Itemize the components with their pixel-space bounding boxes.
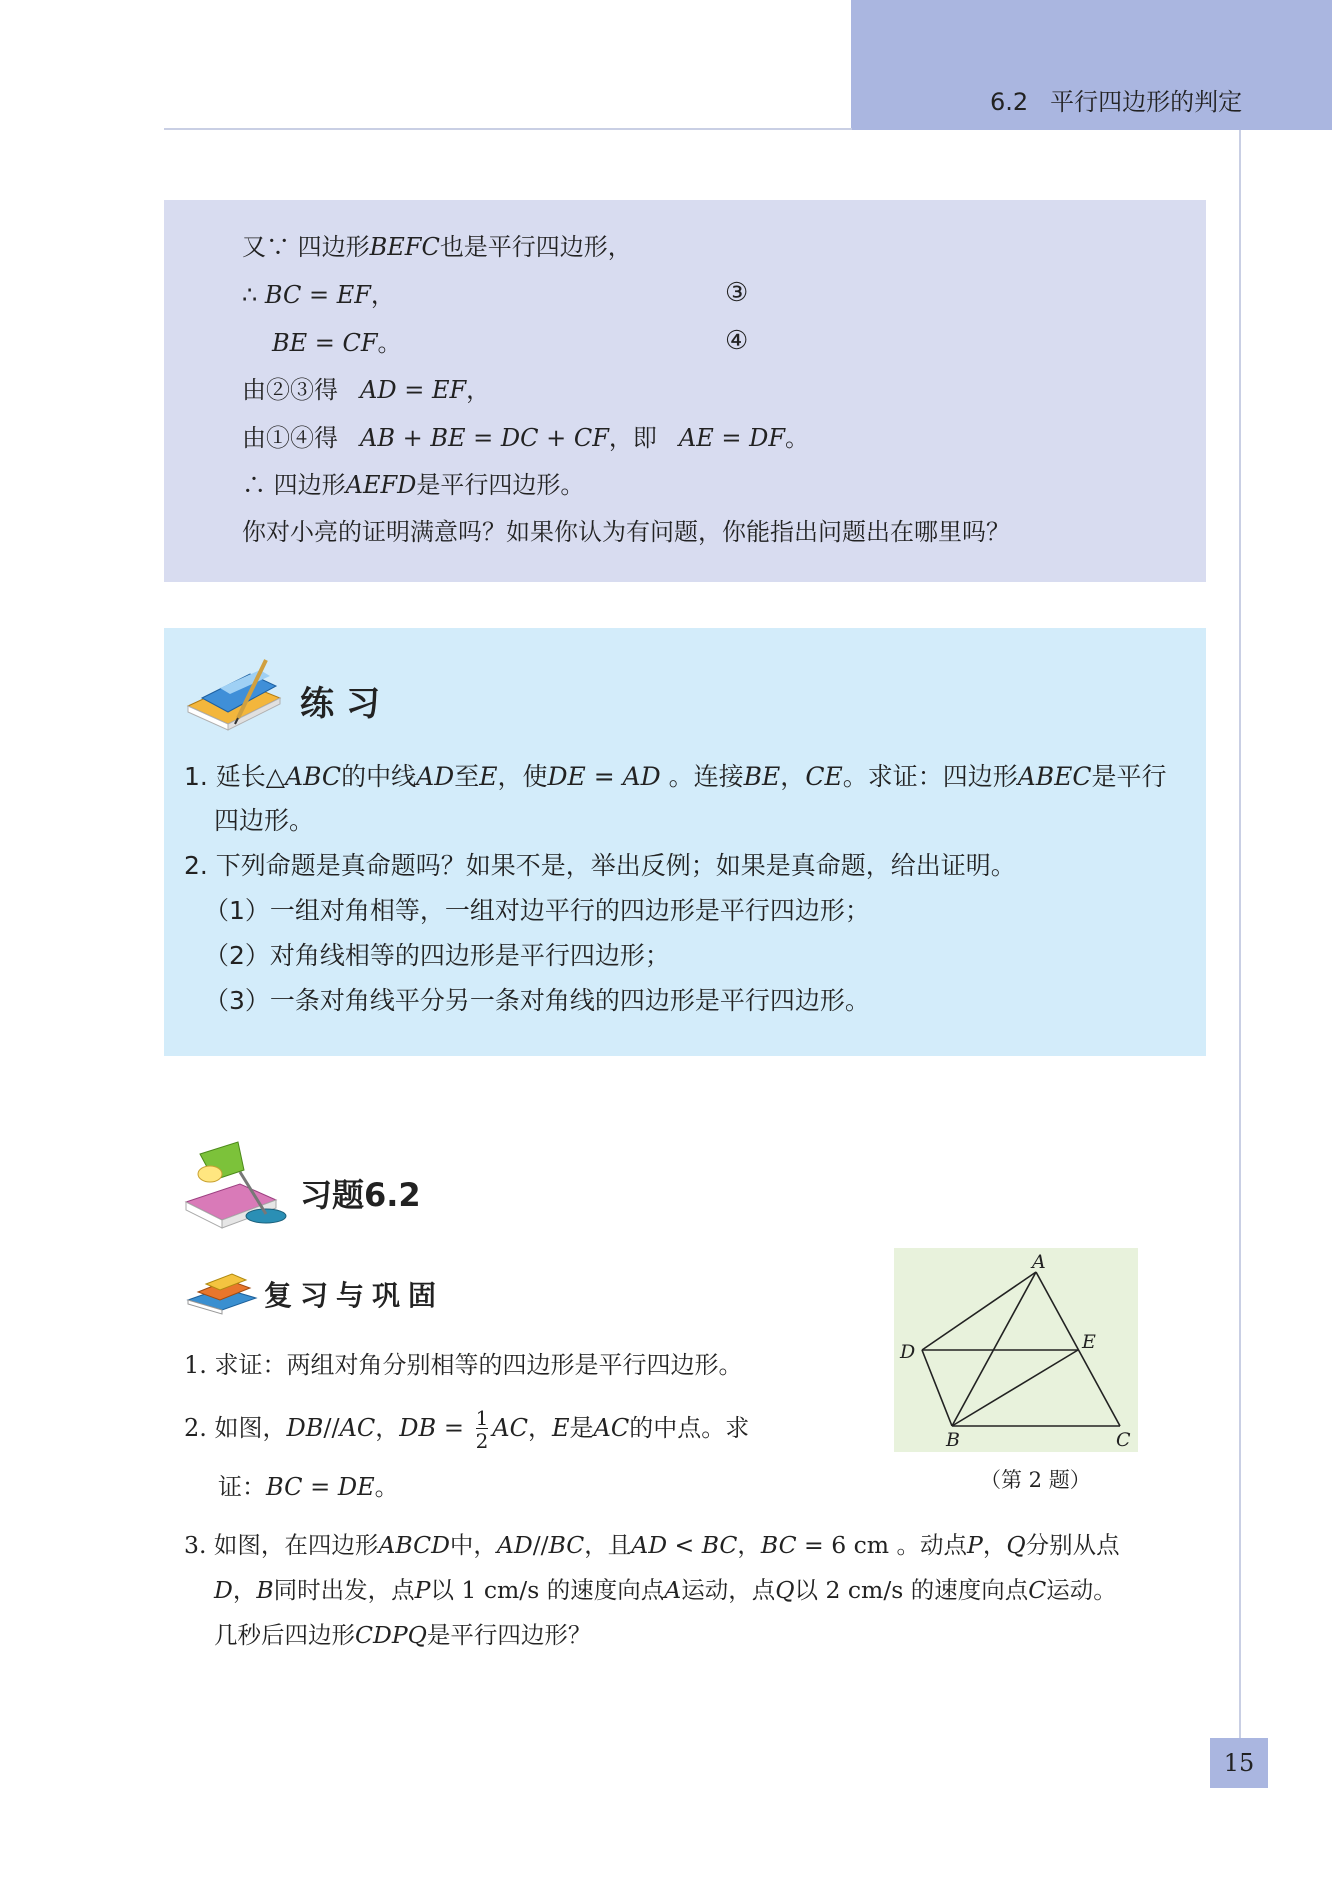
section-number: 6.2 [990,88,1029,116]
proof-line-4: 由②③得 AD = EF， [242,376,491,404]
section-title: 平行四边形的判定 [1050,88,1243,116]
label-A: A [1032,1251,1046,1273]
section-header [990,82,1242,117]
segment-DB [922,1350,952,1426]
segment-AD [922,1272,1036,1350]
label-B: B [946,1429,960,1451]
practice-q2: 2. 下列命题是真命题吗？如果不是，举出反例；如果是真命题，给出证明。 [184,851,1016,880]
segment-BE [952,1350,1078,1426]
label-D: D [900,1341,916,1363]
exercise-1: 1. 求证：两组对角分别相等的四边形是平行四边形。 [184,1351,743,1379]
books-icon [184,1270,260,1316]
figure-2-diagram [894,1248,1138,1452]
header-rule [164,128,852,130]
proof-line-1: 又∵ 四边形BEFC也是平行四边形， [242,233,632,261]
practice-q2-2: （2）对角线相等的四边形是平行四边形； [204,941,670,970]
exercise-3-line-3: 几秒后四边形CDPQ是平行四边形？ [214,1621,592,1649]
label-C: C [1116,1429,1131,1451]
practice-title: 练习 [300,684,392,724]
proof-question: 你对小亮的证明满意吗？如果你认为有问题，你能指出问题出在哪里吗？ [242,518,1010,546]
proof-line-6: ∴ 四边形AEFD是平行四边形。 [242,471,585,499]
label-E: E [1082,1331,1096,1353]
proof-line-3: BE = CF。 [272,329,402,357]
equation-mark-3: ③ [725,278,749,308]
side-rule [1239,130,1241,1738]
equation-mark-4: ④ [725,326,749,356]
segment-AC [1036,1272,1120,1426]
fraction-one-half: $\frac{1}{2}$ [475,1406,489,1453]
review-section-title: 复习与巩固 [264,1279,445,1312]
exercise-2-cont: 证：BC = DE。 [218,1473,399,1501]
practice-q1-cont: 四边形。 [214,806,315,835]
segment-AB [952,1272,1036,1426]
practice-book-icon [180,654,290,734]
figure-2 [894,1248,1138,1452]
exercise-3: 3. 如图，在四边形ABCD中，AD//BC，且AD < BC，BC = 6 cm 。动点P，Q分别从点 [184,1531,1120,1559]
page-number: 15 [1210,1738,1268,1788]
practice-q1: 1. 延长△ABC的中线AD至E，使DE = AD 。连接BE，CE。求证：四边形ABEC是平行 [184,762,1167,791]
exercise-lamp-icon [180,1136,290,1236]
proof-line-5: 由①④得 AB + BE = DC + CF，即 AE = DF。 [242,424,810,452]
figure-caption: （第 2 题） [980,1468,1091,1492]
exercises-title: 习题6.2 [300,1176,421,1214]
practice-q2-1: （1）一组对角相等，一组对边平行的四边形是平行四边形； [204,896,870,925]
exercise-3-line-2: D，B同时出发，点P以 1 cm/s 的速度向点A运动，点Q以 2 cm/s 的速度向点C运动。 [214,1576,1117,1604]
exercise-2: 2. 如图，DB//AC，DB = $\frac{1}{2}$ AC，E是AC的中点。求 [184,1406,750,1453]
proof-line-2: ∴ BC = EF， [242,281,395,309]
practice-q2-3: （3）一条对角线平分另一条对角线的四边形是平行四边形。 [204,986,870,1015]
